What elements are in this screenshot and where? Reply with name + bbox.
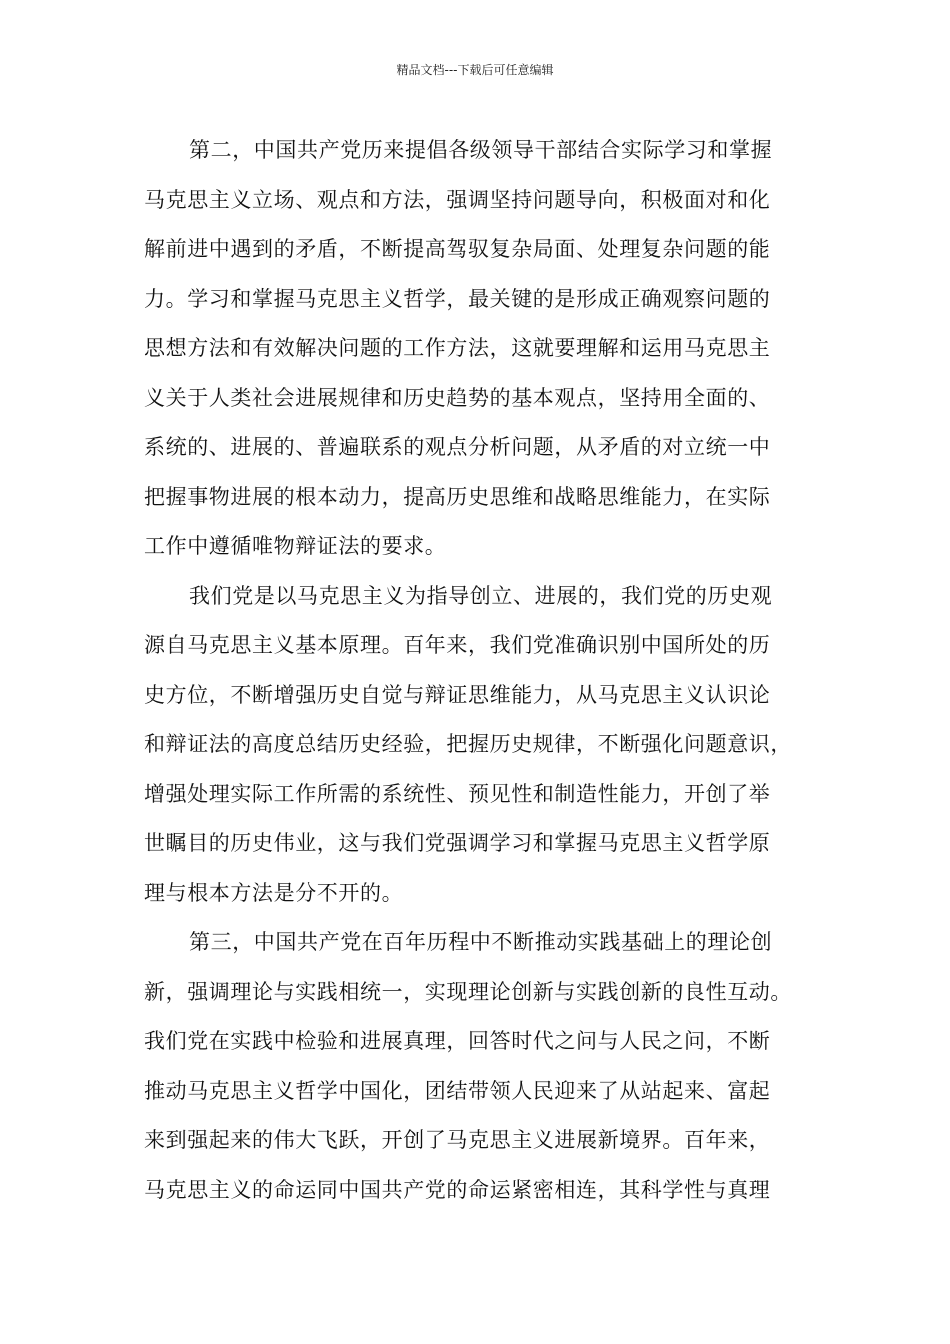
text-line: 马克思主义立场、观点和方法，强调坚持问题导向，积极面对和化: [144, 187, 771, 212]
text-line: 增强处理实际工作所需的系统性、预见性和制造性能力，开创了举: [144, 781, 771, 806]
text-line: 来到强起来的伟大飞跃，开创了马克思主义进展新境界。百年来，: [144, 1128, 771, 1152]
text-line: 第三，中国共产党在百年历程中不断推动实践基础上的理论创: [189, 930, 773, 954]
text-line: 史方位，不断增强历史自觉与辩证思维能力，从马克思主义认识论: [144, 682, 771, 707]
paragraph-3: [144, 918, 810, 1215]
text-line: 源自马克思主义基本原理。百年来，我们党准确识别中国所处的历: [144, 633, 771, 657]
text-line: 思想方法和有效解决问题的工作方法，这就要理解和运用马克思主: [144, 336, 771, 360]
text-line: 把握事物进展的根本动力，提高历史思维和战略思维能力，在实际: [144, 484, 771, 509]
text-line: 和辩证法的高度总结历史经验，把握历史规律，不断强化问题意识，: [144, 732, 792, 756]
text-line: 第二，中国共产党历来提倡各级领导干部结合实际学习和掌握: [189, 138, 773, 162]
text-line: 解前进中遇到的矛盾，不断提高驾驭复杂局面、处理复杂问题的能: [144, 237, 771, 261]
text-line: 力。学习和掌握马克思主义哲学，最关键的是形成正确观察问题的: [144, 286, 771, 311]
paragraph-1: [144, 126, 810, 572]
page-header: 精品文档---下载后可任意编辑: [396, 63, 554, 77]
text-line: 推动马克思主义哲学中国化，团结带领人民迎来了从站起来、富起: [144, 1078, 771, 1103]
paragraph-2: [144, 572, 810, 919]
text-line: 世瞩目的历史伟业，这与我们党强调学习和掌握马克思主义哲学原: [144, 831, 771, 855]
text-line: 理与根本方法是分不开的。: [144, 880, 404, 905]
text-line: 我们党是以马克思主义为指导创立、进展的，我们党的历史观: [189, 583, 773, 608]
text-line: 马克思主义的命运同中国共产党的命运紧密相连，其科学性与真理: [144, 1177, 771, 1202]
text-line: 新，强调理论与实践相统一，实现理论创新与实践创新的良性互动。: [144, 979, 792, 1004]
text-line: 工作中遵循唯物辩证法的要求。: [144, 534, 447, 558]
document-body: [144, 126, 810, 1215]
text-line: 义关于人类社会进展规律和历史趋势的基本观点，坚持用全面的、: [144, 385, 771, 410]
text-line: 系统的、进展的、普遍联系的观点分析问题，从矛盾的对立统一中: [144, 435, 771, 459]
text-line: 我们党在实践中检验和进展真理，回答时代之问与人民之问，不断: [144, 1029, 771, 1053]
